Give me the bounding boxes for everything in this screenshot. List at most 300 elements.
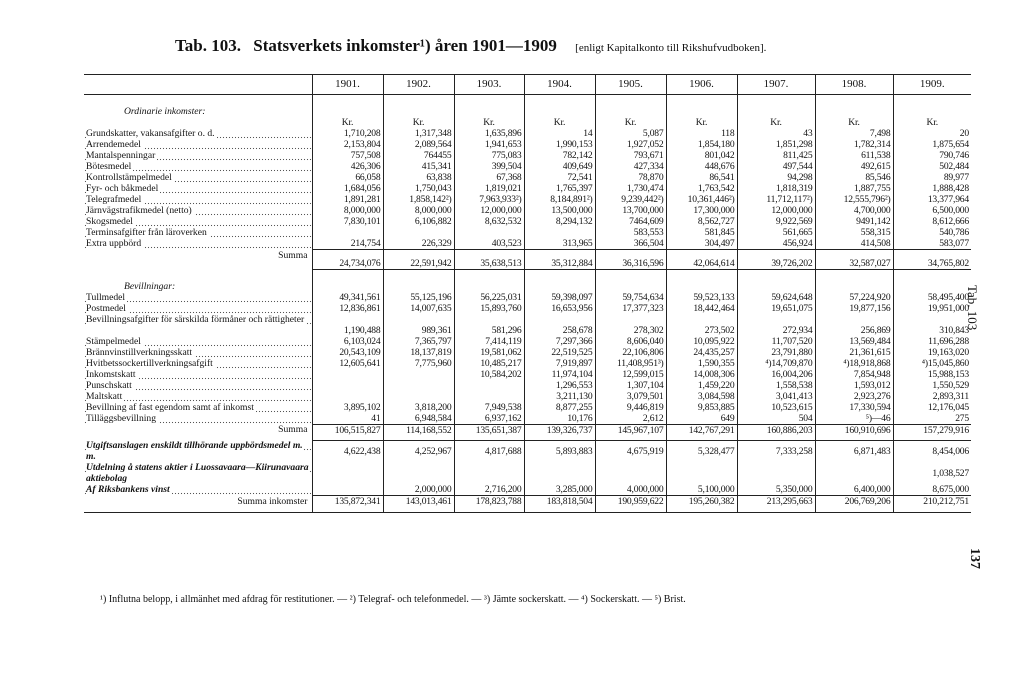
value-cell: 10,485,217 [454, 358, 524, 369]
value-cell: 811,425 [737, 150, 815, 161]
value-cell: 17,377,323 [595, 303, 666, 314]
value-cell: 6,103,024 [312, 336, 383, 347]
value-cell: 19,581,062 [454, 347, 524, 358]
value-cell: 6,106,882 [383, 216, 454, 227]
value-cell: 6,948,584 [383, 413, 454, 425]
footnote: ¹) Influtna belopp, i allmänhet med afdrag för restitutioner. — ²) Telegraf- och telefonmedel. — ³) Jämte sockerskatt. — ⁴) Sockerskatt. — ⁵) Brist. [100, 594, 686, 605]
value-cell: ⁴)15,045,860 [893, 358, 971, 369]
value-cell: 540,786 [893, 227, 971, 238]
value-cell: ⁵)—46 [815, 413, 893, 425]
table-row [84, 358, 971, 369]
value-cell [454, 462, 524, 484]
value-cell: 67,368 [454, 172, 524, 183]
value-cell: 764455 [383, 150, 454, 161]
value-cell: 5,328,477 [666, 440, 737, 462]
value-cell: 2,612 [595, 413, 666, 425]
value-cell: 49,341,561 [312, 292, 383, 303]
value-cell: 2,089,564 [383, 139, 454, 150]
value-cell: 8,454,006 [893, 440, 971, 462]
value-cell: 1,307,104 [595, 380, 666, 391]
value-cell: 12,599,015 [595, 369, 666, 380]
value-cell: 504 [737, 413, 815, 425]
value-cell: 35,638,513 [454, 250, 524, 270]
value-cell: 5,350,000 [737, 484, 815, 496]
row-label [84, 303, 312, 314]
value-cell: 63,838 [383, 172, 454, 183]
value-cell: 8,294,132 [524, 216, 595, 227]
row-label [84, 194, 312, 205]
value-cell: 139,326,737 [524, 424, 595, 440]
row-label-text: Fyr- och båkmedel [86, 183, 159, 194]
value-cell: 1,819,021 [454, 183, 524, 194]
value-cell: 272,934 [737, 314, 815, 336]
value-cell [312, 380, 383, 391]
value-cell: ⁴)14,709,870 [737, 358, 815, 369]
value-cell: 85,546 [815, 172, 893, 183]
value-cell: 414,508 [815, 238, 893, 250]
value-cell: 4,675,919 [595, 440, 666, 462]
value-cell: 39,726,202 [737, 250, 815, 270]
value-cell: 43 [737, 128, 815, 139]
row-label [84, 139, 312, 150]
value-cell: 8,632,532 [454, 216, 524, 227]
value-cell: 558,315 [815, 227, 893, 238]
row-label-text: Bötesmedel [86, 161, 132, 172]
value-cell: 19,163,020 [893, 347, 971, 358]
value-cell: 6,500,000 [893, 205, 971, 216]
table-row [84, 183, 971, 194]
value-cell: 10,584,202 [454, 369, 524, 380]
value-cell: 118 [666, 128, 737, 139]
ordinarie-heading-label: Ordinarie inkomster: [124, 106, 206, 117]
value-cell: 8,606,040 [595, 336, 666, 347]
value-cell: 4,817,688 [454, 440, 524, 462]
row-label [84, 358, 312, 369]
value-cell: 7,830,101 [312, 216, 383, 227]
unit-row-label [84, 117, 312, 128]
value-cell: 23,791,880 [737, 347, 815, 358]
value-cell: 7,963,933²) [454, 194, 524, 205]
value-cell: 94,298 [737, 172, 815, 183]
value-cell: 649 [666, 413, 737, 425]
value-cell: 5,087 [595, 128, 666, 139]
year-header: 1904. [524, 75, 595, 95]
table-cell [312, 95, 383, 118]
unit-cell: Kr. [312, 117, 383, 128]
row-label [84, 462, 312, 484]
unit-cell: Kr. [737, 117, 815, 128]
value-cell: 17,330,594 [815, 402, 893, 413]
value-cell: 502,484 [893, 161, 971, 172]
value-cell: 15,893,760 [454, 303, 524, 314]
value-cell: 2,893,311 [893, 391, 971, 402]
value-cell: 7,333,258 [737, 440, 815, 462]
value-cell: 310,843 [893, 314, 971, 336]
value-cell: 790,746 [893, 150, 971, 161]
unit-cell: Kr. [666, 117, 737, 128]
row-label [84, 172, 312, 183]
value-cell: 456,924 [737, 238, 815, 250]
row-label [84, 227, 312, 238]
value-cell [383, 380, 454, 391]
value-cell [595, 462, 666, 484]
table-cell [524, 95, 595, 118]
value-cell: 3,285,000 [524, 484, 595, 496]
table-cell [737, 270, 815, 292]
value-cell: 426,306 [312, 161, 383, 172]
table-row [84, 161, 971, 172]
value-cell: 157,279,916 [893, 424, 971, 440]
ordinarie-heading [84, 95, 971, 118]
value-cell: 1,887,755 [815, 183, 893, 194]
side-label-text: Tab. 103 [965, 285, 980, 331]
value-cell: 11,408,951³) [595, 358, 666, 369]
value-cell: 19,651,075 [737, 303, 815, 314]
row-label [84, 413, 312, 425]
value-cell [815, 462, 893, 484]
table-row [84, 303, 971, 314]
table-row [84, 292, 971, 303]
row-label-text: Punschskatt [86, 379, 132, 391]
value-cell: 160,910,696 [815, 424, 893, 440]
row-label [84, 128, 312, 139]
value-cell: 35,312,884 [524, 250, 595, 270]
row-label-text: Maltskatt [86, 390, 123, 402]
value-cell: 14,008,306 [666, 369, 737, 380]
value-cell: 11,696,288 [893, 336, 971, 347]
row-label-text: Brännvinstillverkningsskatt [86, 346, 193, 358]
value-cell: 1,858,142²) [383, 194, 454, 205]
value-cell: 24,734,076 [312, 250, 383, 270]
title-main: Statsverkets inkomster¹) åren 1901—1909 [253, 36, 557, 55]
value-cell: 2,153,804 [312, 139, 383, 150]
value-cell: 1,875,654 [893, 139, 971, 150]
value-cell: 5,100,000 [666, 484, 737, 496]
value-cell: 258,678 [524, 314, 595, 336]
value-cell: 19,951,000 [893, 303, 971, 314]
row-label [84, 391, 312, 402]
value-cell [383, 391, 454, 402]
value-cell: 42,064,614 [666, 250, 737, 270]
row-label [84, 336, 312, 347]
row-label [84, 484, 312, 496]
value-cell: 12,555,796²) [815, 194, 893, 205]
row-label-text: Af Riksbankens vinst [86, 484, 170, 495]
value-cell: 1,190,488 [312, 314, 383, 336]
value-cell: 583,553 [595, 227, 666, 238]
value-cell: 6,400,000 [815, 484, 893, 496]
value-cell: 11,974,104 [524, 369, 595, 380]
table-row [84, 227, 971, 238]
table-row [84, 440, 971, 462]
value-cell: 793,671 [595, 150, 666, 161]
income-table [84, 74, 971, 513]
value-cell: 8,000,000 [312, 205, 383, 216]
table-row [84, 216, 971, 227]
value-cell: 581,845 [666, 227, 737, 238]
table-row [84, 402, 971, 413]
value-cell: 18,137,819 [383, 347, 454, 358]
value-cell: 143,013,461 [383, 496, 454, 513]
value-cell: 21,361,615 [815, 347, 893, 358]
value-cell: 1,550,529 [893, 380, 971, 391]
unit-cell: Kr. [383, 117, 454, 128]
table-cell [595, 95, 666, 118]
value-cell: 782,142 [524, 150, 595, 161]
row-label-text: Stämpelmedel [86, 335, 141, 347]
row-label [84, 380, 312, 391]
value-cell: 3,079,501 [595, 391, 666, 402]
value-cell [737, 462, 815, 484]
table-number: Tab. 103. [175, 36, 241, 55]
value-cell: 59,624,648 [737, 292, 815, 303]
value-cell: 561,665 [737, 227, 815, 238]
value-cell: 492,615 [815, 161, 893, 172]
row-label [84, 496, 312, 513]
table-row [84, 314, 971, 336]
value-cell: 145,967,107 [595, 424, 666, 440]
year-header: 1909. [893, 75, 971, 95]
value-cell: 611,538 [815, 150, 893, 161]
value-cell [383, 227, 454, 238]
value-cell: 8,000,000 [383, 205, 454, 216]
row-label-text: Skogsmedel [86, 216, 133, 227]
value-cell: 1,782,314 [815, 139, 893, 150]
unit-cell: Kr. [595, 117, 666, 128]
value-cell: 7,297,366 [524, 336, 595, 347]
value-cell: 114,168,552 [383, 424, 454, 440]
row-label-text: Bevillningsafgifter för särskilda förmåner och rättigheter [86, 313, 305, 325]
value-cell [312, 391, 383, 402]
row-label [84, 440, 312, 462]
table-cell [666, 270, 737, 292]
table-row [84, 172, 971, 183]
page-number-text: 137 [967, 548, 982, 569]
year-header: 1903. [454, 75, 524, 95]
value-cell: 20,543,109 [312, 347, 383, 358]
value-cell [524, 462, 595, 484]
row-label-text: Tilläggsbevillning [86, 412, 157, 424]
row-label-text: Inkomstskatt [86, 368, 136, 380]
value-cell: 1,851,298 [737, 139, 815, 150]
value-cell: 8,612,666 [893, 216, 971, 227]
side-label [954, 285, 994, 375]
value-cell: 3,895,102 [312, 402, 383, 413]
table-row [84, 150, 971, 161]
value-cell [312, 369, 383, 380]
value-cell: 275 [893, 413, 971, 425]
value-cell: 72,541 [524, 172, 595, 183]
value-cell: 226,329 [383, 238, 454, 250]
value-cell: 11,707,520 [737, 336, 815, 347]
row-label-text: Telegrafmedel [86, 194, 142, 205]
value-cell: 2,000,000 [383, 484, 454, 496]
row-label [84, 205, 312, 216]
value-cell: 7,365,797 [383, 336, 454, 347]
value-cell: 1,818,319 [737, 183, 815, 194]
value-cell: 18,442,464 [666, 303, 737, 314]
value-cell: 8,877,255 [524, 402, 595, 413]
value-cell: 1,765,397 [524, 183, 595, 194]
row-label [84, 402, 312, 413]
value-cell: 1,296,553 [524, 380, 595, 391]
value-cell: 3,818,200 [383, 402, 454, 413]
year-header: 1908. [815, 75, 893, 95]
value-cell: 13,500,000 [524, 205, 595, 216]
value-cell: 58,495,400 [893, 292, 971, 303]
table-row [84, 484, 971, 496]
row-label [84, 424, 312, 440]
value-cell: 427,334 [595, 161, 666, 172]
value-cell: 409,649 [524, 161, 595, 172]
value-cell [454, 391, 524, 402]
value-cell [312, 462, 383, 484]
value-cell: 135,651,387 [454, 424, 524, 440]
value-cell [454, 227, 524, 238]
value-cell: 2,923,276 [815, 391, 893, 402]
value-cell: 12,000,000 [454, 205, 524, 216]
row-label-text: Extra uppbörd [86, 238, 142, 249]
value-cell: 3,041,413 [737, 391, 815, 402]
row-label-text: Bevillning af fast egendom samt af inkomst [86, 401, 254, 413]
value-cell: 1,593,012 [815, 380, 893, 391]
value-cell: 801,042 [666, 150, 737, 161]
value-cell: 1,927,052 [595, 139, 666, 150]
value-cell: 1,888,428 [893, 183, 971, 194]
value-cell [312, 484, 383, 496]
value-cell: 6,871,483 [815, 440, 893, 462]
value-cell: 57,224,920 [815, 292, 893, 303]
value-cell: 36,316,596 [595, 250, 666, 270]
value-cell: 20 [893, 128, 971, 139]
value-cell: 19,877,156 [815, 303, 893, 314]
value-cell: 313,965 [524, 238, 595, 250]
row-label-text: Terminsafgifter från läroverken [86, 227, 207, 238]
table-row [84, 205, 971, 216]
row-label-text: Postmedel [86, 302, 126, 314]
value-cell: 59,398,097 [524, 292, 595, 303]
value-cell: 11,712,117²) [737, 194, 815, 205]
value-cell: 210,212,751 [893, 496, 971, 513]
value-cell: 10,176 [524, 413, 595, 425]
value-cell: 16,004,206 [737, 369, 815, 380]
value-cell: 4,000,000 [595, 484, 666, 496]
value-cell: 1,038,527 [893, 462, 971, 484]
row-label [84, 238, 312, 250]
table-row [84, 380, 971, 391]
value-cell: 278,302 [595, 314, 666, 336]
value-cell: 775,083 [454, 150, 524, 161]
value-cell: 7,498 [815, 128, 893, 139]
table-cell [454, 270, 524, 292]
value-cell: 195,260,382 [666, 496, 737, 513]
unit-cell: Kr. [454, 117, 524, 128]
value-cell: 1,558,538 [737, 380, 815, 391]
value-cell [524, 227, 595, 238]
value-cell: 16,653,956 [524, 303, 595, 314]
value-cell: 214,754 [312, 238, 383, 250]
table-cell [383, 270, 454, 292]
value-cell: 22,591,942 [383, 250, 454, 270]
value-cell [312, 227, 383, 238]
table-row [84, 462, 971, 484]
value-cell: 14,007,635 [383, 303, 454, 314]
value-cell: 9,239,442²) [595, 194, 666, 205]
table-row [84, 194, 971, 205]
row-label [84, 369, 312, 380]
page-number [960, 548, 990, 588]
value-cell: 10,361,446²) [666, 194, 737, 205]
table-title [175, 36, 975, 56]
value-cell: 1,730,474 [595, 183, 666, 194]
value-cell: 142,767,291 [666, 424, 737, 440]
value-cell: 304,497 [666, 238, 737, 250]
value-cell: 8,184,891²) [524, 194, 595, 205]
value-cell [454, 380, 524, 391]
value-cell: 399,504 [454, 161, 524, 172]
value-cell: 12,000,000 [737, 205, 815, 216]
table-row [84, 413, 971, 425]
value-cell: 59,523,133 [666, 292, 737, 303]
value-cell: 7,414,119 [454, 336, 524, 347]
row-label [84, 250, 312, 270]
row-label-text: Summa [278, 249, 308, 261]
value-cell: 55,125,196 [383, 292, 454, 303]
value-cell: 1,317,348 [383, 128, 454, 139]
table-row [84, 496, 971, 513]
value-cell: 1,710,208 [312, 128, 383, 139]
row-label-text: Mantalspenningar [86, 150, 156, 161]
value-cell: 3,084,598 [666, 391, 737, 402]
bevillningar-heading [84, 270, 971, 292]
value-cell: 9,446,819 [595, 402, 666, 413]
value-cell: 7,949,538 [454, 402, 524, 413]
row-label-text: Summa inkomster [237, 495, 308, 507]
value-cell: 4,252,967 [383, 440, 454, 462]
value-cell: 989,361 [383, 314, 454, 336]
value-cell: 583,077 [893, 238, 971, 250]
value-cell: 206,769,206 [815, 496, 893, 513]
table-cell [815, 270, 893, 292]
value-cell: 14 [524, 128, 595, 139]
value-cell: 78,870 [595, 172, 666, 183]
value-cell: 448,676 [666, 161, 737, 172]
table-cell [312, 270, 383, 292]
table-row [84, 139, 971, 150]
unit-cell: Kr. [524, 117, 595, 128]
value-cell: 7,919,897 [524, 358, 595, 369]
value-cell: 1,684,056 [312, 183, 383, 194]
value-cell: 89,977 [893, 172, 971, 183]
row-label [84, 314, 312, 336]
value-cell: 256,869 [815, 314, 893, 336]
table-row [84, 336, 971, 347]
value-cell: 497,544 [737, 161, 815, 172]
row-label-text: Utgiftsanslagen enskildt tillhörande uppbördsmedel m. m. [86, 440, 303, 462]
value-cell: 24,435,257 [666, 347, 737, 358]
value-cell: 8,675,000 [893, 484, 971, 496]
value-cell: ⁴)18,918,868 [815, 358, 893, 369]
table-row [84, 250, 971, 270]
table-cell [666, 95, 737, 118]
value-cell: 581,296 [454, 314, 524, 336]
value-cell: 135,872,341 [312, 496, 383, 513]
value-cell: 56,225,031 [454, 292, 524, 303]
unit-row [84, 117, 971, 128]
value-cell: 4,700,000 [815, 205, 893, 216]
table-row [84, 424, 971, 440]
title-note: [enligt Kapitalkonto till Rikshufvudboken]. [575, 42, 767, 54]
